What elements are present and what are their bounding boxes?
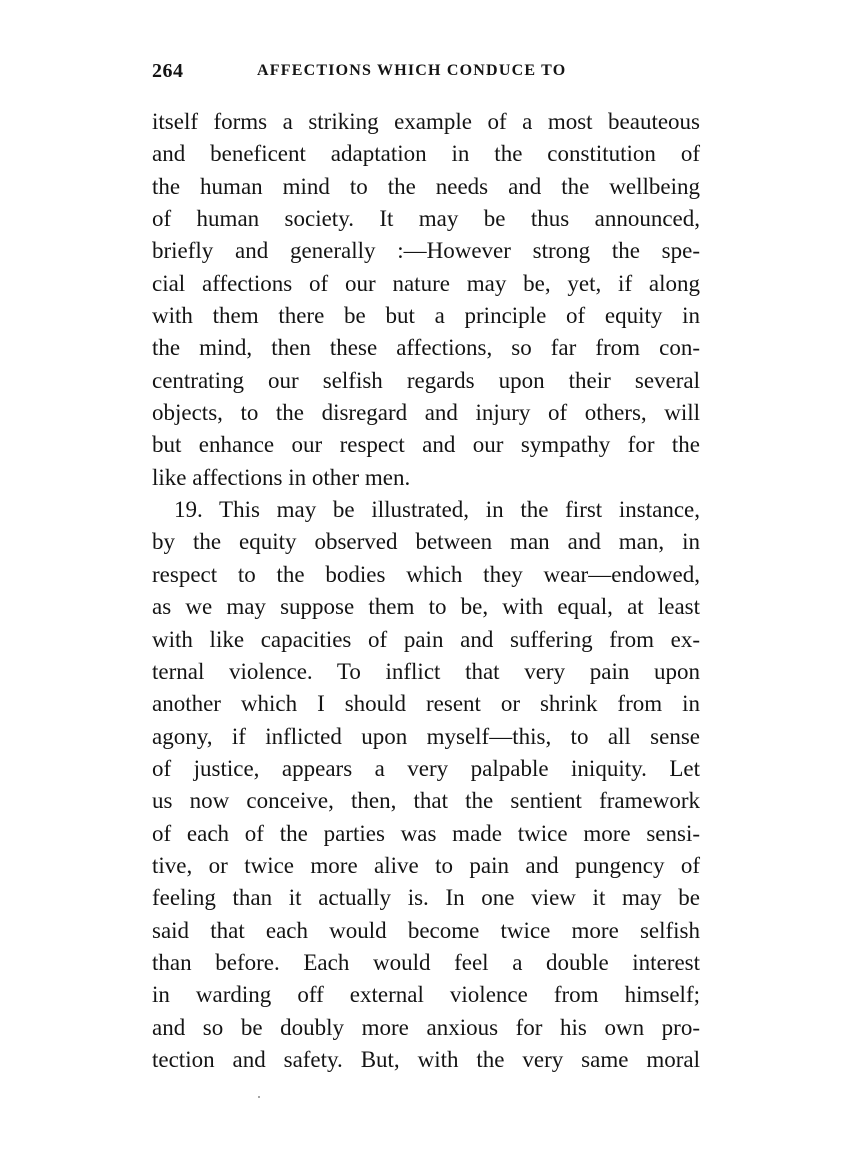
text-line: ternal violence. To inflict that very pain upon — [152, 658, 700, 684]
text-line: with like capacities of pain and suffering from ex- — [152, 626, 700, 652]
body-text — [152, 106, 700, 1076]
text-line: feeling than it actually is. In one view it may be — [152, 885, 700, 911]
text-line: but enhance our respect and our sympathy for the — [152, 432, 700, 458]
text-line: objects, to the disregard and injury of others, will — [152, 400, 700, 426]
text-line: like affections in other men. — [152, 464, 411, 490]
text-line: and beneficent adaptation in the constitution of — [152, 141, 700, 167]
text-line: cial affections of our nature may be, yet, if along — [152, 270, 700, 296]
text-line: said that each would become twice more selfish — [152, 917, 700, 943]
text-line: of human society. It may be thus announced, — [152, 206, 700, 232]
text-line: respect to the bodies which they wear—endowed, — [152, 561, 700, 587]
text-line: of justice, appears a very palpable iniquity. Let — [152, 755, 700, 781]
text-line: by the equity observed between man and man, in — [152, 529, 700, 555]
text-line: as we may suppose them to be, with equal, at least — [152, 594, 700, 620]
text-line: the mind, then these affections, so far from con- — [152, 335, 700, 361]
text-line: another which I should resent or shrink from in — [152, 691, 700, 717]
paragraph-start-line: 19. This may be illustrated, in the first instance, — [174, 497, 700, 523]
text-line: tive, or twice more alive to pain and pungency of — [152, 852, 700, 878]
running-title: AFFECTIONS WHICH CONDUCE TO — [257, 62, 567, 79]
text-line: centrating our selfish regards upon their several — [152, 367, 700, 393]
text-line: in warding off external violence from himself; — [152, 982, 700, 1008]
page-number: 264 — [152, 60, 184, 82]
text-line: agony, if inflicted upon myself—this, to all sense — [152, 723, 700, 749]
text-line: briefly and generally :—However strong the spe- — [152, 238, 700, 264]
text-line: the human mind to the needs and the wellbeing — [152, 173, 700, 199]
text-line: of each of the parties was made twice more sensi- — [152, 820, 700, 846]
text-line: itself forms a striking example of a most beauteous — [152, 109, 700, 134]
text-line: us now conceive, then, that the sentient framework — [152, 788, 700, 814]
running-head — [152, 60, 702, 88]
paper-speck — [258, 1096, 260, 1098]
text-line: with them there be but a principle of equity in — [152, 303, 700, 329]
text-line: and so be doubly more anxious for his own pro- — [152, 1014, 700, 1040]
text-line: than before. Each would feel a double interest — [152, 949, 700, 975]
text-line: tection and safety. But, with the very same moral — [152, 1046, 700, 1072]
